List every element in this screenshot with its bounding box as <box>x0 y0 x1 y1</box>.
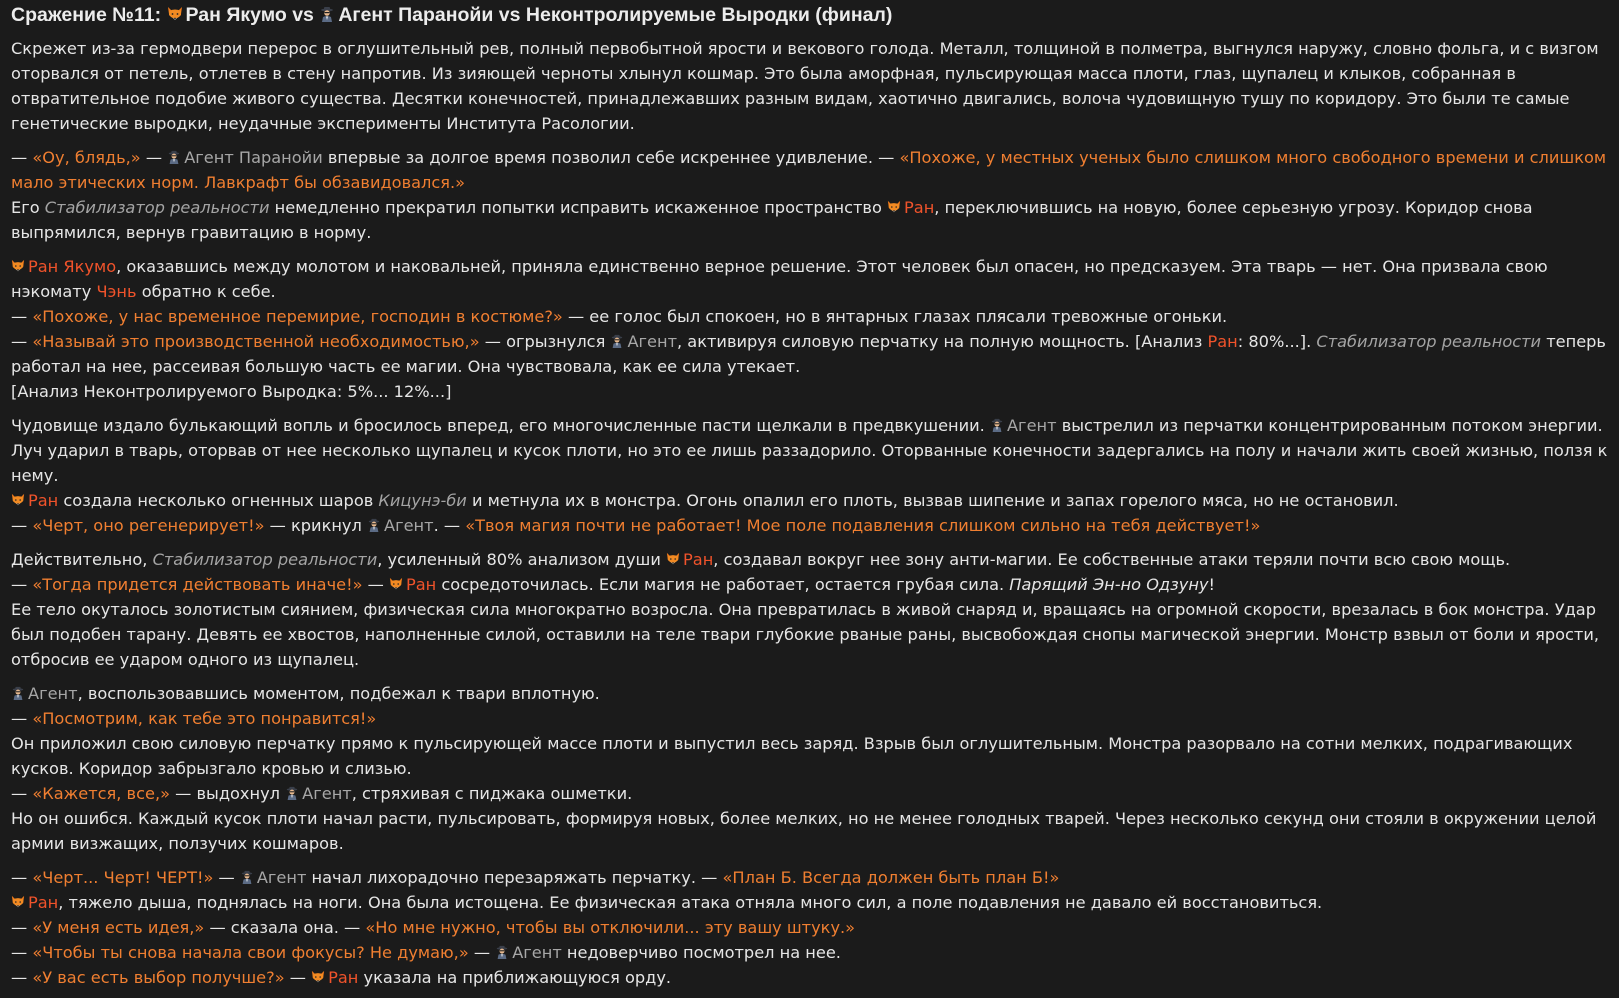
agent-name: Агент <box>256 868 307 887</box>
title-ran: Ран Якумо <box>185 4 287 26</box>
text: создала несколько огненных шаров <box>58 491 379 510</box>
text: и метнула их в монстра. Огонь опалил его плоть, вызвав шипение и запах горелого мяса, но не остановил. <box>466 491 1399 510</box>
text: выстрелил из перчатки концентрированным потоком энергии. Луч ударил в тварь, оторвав от нее несколько щупалец и кусок плоти, но это ее лишь раззадорило. Оторванные конечности задергались на полу и начали жить своей жизнью, ползя к нему. <box>11 416 1608 485</box>
dash: — <box>11 918 33 937</box>
ability-name: Стабилизатор реальности <box>152 550 378 569</box>
fox-icon <box>887 200 901 214</box>
dash: — <box>11 784 33 803</box>
fox-icon <box>11 493 25 507</box>
dialogue-line <box>11 329 1609 379</box>
dialogue-line <box>11 965 1609 990</box>
dialogue-line <box>11 865 1609 890</box>
text: — <box>140 148 168 167</box>
ran-name: Ран <box>28 491 59 510</box>
text: , оказавшись между молотом и наковальней, приняла единственно верное решение. Этот человек был опасен, но предсказуем. Эта тварь — нет. Она призвала свою нэкомату <box>11 257 1548 301</box>
title-rest: vs Неконтролируемые Выродки (финал) <box>493 4 893 26</box>
text: , стряхивая с пиджака ошметки. <box>351 784 633 803</box>
paragraph-6 <box>11 681 1609 856</box>
quote: «Чтобы ты снова начала свои фокусы? Не думаю,» <box>32 943 469 962</box>
dash: — <box>11 868 33 887</box>
agent-icon <box>495 945 509 959</box>
text: — крикнул <box>264 516 367 535</box>
text: — <box>362 575 389 594</box>
text: указала на приближающуюся орду. <box>358 968 672 987</box>
ran-name: Ран <box>1207 332 1238 351</box>
agent-icon <box>319 6 335 22</box>
text: , воспользовавшись моментом, подбежал к твари вплотную. <box>77 684 600 703</box>
fox-icon <box>11 895 25 909</box>
agent-icon <box>367 518 381 532</box>
fox-icon <box>167 6 183 22</box>
text: обратно к себе. <box>136 282 276 301</box>
text: немедленно прекратил попытки исправить искаженное пространство <box>269 198 888 217</box>
quote: «Посмотрим, как тебе это понравится!» <box>32 709 377 728</box>
narration-line <box>11 890 1609 915</box>
dash: — <box>11 148 33 167</box>
dialogue-line <box>11 304 1609 329</box>
agent-name: Агент <box>302 784 352 803</box>
ran-name: Ран Якумо <box>28 257 117 276</box>
quote: «План Б. Всегда должен быть план Б!» <box>722 868 1060 887</box>
ability-name: Парящий Эн-но Одзуну <box>1009 575 1209 594</box>
ability-name: Кицунэ-би <box>378 491 467 510</box>
quote: «Черт, оно регенерирует!» <box>32 516 265 535</box>
agent-icon <box>240 870 254 884</box>
narration-line: Он приложил свою силовую перчатку прямо к пульсирующей массе плоти и выпустил весь заряд. Взрыв был оглушительным. Монстра разорвало на сотни мелких, подрагивающих кусков. Коридор забрызгало кровью и слизью. <box>11 734 1573 778</box>
text: — огрызнулся <box>479 332 611 351</box>
text: Действительно, <box>11 550 153 569</box>
agent-name: Агент Паранойи <box>184 148 323 167</box>
narration-line <box>11 195 1609 245</box>
text: , создавал вокруг нее зону анти-магии. Ее собственные атаки теряли почти всю свою мощь. <box>713 550 1511 569</box>
text: — сказала она. — <box>204 918 366 937</box>
narration-line: Ее тело окуталось золотистым сиянием, физическая сила многократно возросла. Она превратилась в живой снаряд и, вращаясь на огромной скорости, врезалась в бок монстра. Удар был подобен тарану. Девять ее хвостов, наполненные силой, оставили на теле твари глубокие рваные раны, высвобождая снопы магической энергии. Монстр взвыл от боли и ярости, отбросив ее ударом одного из щупалец. <box>11 600 1600 669</box>
text: Его <box>11 198 45 217</box>
ran-name: Ран <box>904 198 935 217</box>
dialogue-line <box>11 145 1609 195</box>
paragraph-3 <box>11 254 1609 404</box>
narration-line <box>11 413 1609 488</box>
text: — ее голос был спокоен, но в янтарных глазах плясали тревожные огоньки. <box>562 307 1228 326</box>
narration-line <box>11 254 1609 304</box>
text: — <box>213 868 240 887</box>
quote: «У вас есть выбор получше?» <box>32 968 285 987</box>
text: теперь работал на нее, рассеивая большую часть ее магии. Она чувствовала, как ее сила утекает. <box>11 332 1606 376</box>
paragraph-2 <box>11 145 1609 245</box>
text: ! <box>1208 575 1215 594</box>
dialogue-line <box>11 915 1609 940</box>
text: : 80%...]. <box>1237 332 1317 351</box>
paragraph-1 <box>11 36 1609 136</box>
dash: — <box>11 943 33 962</box>
dialogue-line <box>11 940 1609 965</box>
text: , активируя силовую перчатку на полную мощность. [Анализ <box>677 332 1208 351</box>
text: . — <box>433 516 466 535</box>
text: — <box>284 968 312 987</box>
dialogue-line <box>11 572 1609 597</box>
quote: «Похоже, у нас временное перемирие, господин в костюме?» <box>32 307 563 326</box>
quote: «Но мне нужно, чтобы вы отключили... эту вашу штуку.» <box>365 918 856 937</box>
text: — выдохнул <box>170 784 286 803</box>
narration-line <box>11 488 1609 513</box>
text: впервые за долгое время позволил себе искреннее удивление. — <box>322 148 900 167</box>
narration-line <box>11 547 1609 572</box>
text: Чудовище издало булькающий вопль и бросилось вперед, его многочисленные пасти щелкали в предвкушении. <box>11 416 990 435</box>
paragraph-4 <box>11 413 1609 538</box>
agent-icon <box>11 686 25 700</box>
agent-icon <box>167 150 181 164</box>
text: , усиленный 80% анализом души <box>377 550 667 569</box>
story-title <box>11 2 1609 29</box>
dash: — <box>11 516 33 535</box>
agent-icon <box>285 786 299 800</box>
dialogue-line <box>11 513 1609 538</box>
quote: «Черт... Черт! ЧЕРТ!» <box>32 868 214 887</box>
dash: — <box>11 968 33 987</box>
ran-name: Ран <box>328 968 359 987</box>
quote: «Похоже, у местных ученых было слишком много свободного времени и слишком мало этических норм. Лавкрафт бы обзавидовался.» <box>11 148 1607 192</box>
ability-name: Стабилизатор реальности <box>1316 332 1542 351</box>
text: , переключившись на новую, более серьезную угрозу. Коридор снова выпрямился, вернув гравитацию в норму. <box>11 198 1533 242</box>
dash: — <box>11 332 33 351</box>
dialogue-line <box>11 781 1609 806</box>
agent-name: Агент <box>28 684 78 703</box>
dialogue-line <box>11 706 1609 731</box>
text: , тяжело дыша, поднялась на ноги. Она была истощена. Ее физическая атака отняла много сил, а поле подавления не давало ей восстановиться. <box>58 893 1323 912</box>
analysis-line: [Анализ Неконтролируемого Выродка: 5%... 12%...] <box>11 382 452 401</box>
dash: — <box>11 709 33 728</box>
dash: — <box>11 307 33 326</box>
quote: «Тогда придется действовать иначе!» <box>32 575 363 594</box>
ability-name: Стабилизатор реальности <box>44 198 270 217</box>
agent-name: Агент <box>1006 416 1057 435</box>
text: недоверчиво посмотрел на нее. <box>561 943 841 962</box>
fox-icon <box>389 577 403 591</box>
paragraph-text: Скрежет из-за гермодвери перерос в оглушительный рев, полный первобытной ярости и векового голода. Металл, толщиной в полметра, выгнулся наружу, словно фольга, и с визгом оторвался от петель, отлетев в стену напротив. Из зияющей черноты хлынул кошмар. Это была аморфная, пульсирующая масса плоти, глаз, щупалец и клыков, собранная в отвратительное подобие живого существа. Десятки конечностей, принадлежавших разным видам, хаотично двигались, волоча чудовищную тушу по коридору. Это были те самые генетические выродки, неудачные эксперименты Института Расологии. <box>11 39 1599 133</box>
quote: «У меня есть идея,» <box>32 918 205 937</box>
title-vs: vs <box>286 4 320 26</box>
fox-icon <box>666 552 680 566</box>
fox-icon <box>11 259 25 273</box>
quote: «Оу, блядь,» <box>32 148 141 167</box>
title-prefix: Сражение №11: <box>11 4 167 26</box>
chen-name: Чэнь <box>96 282 137 301</box>
text: начал лихорадочно перезаряжать перчатку. — <box>306 868 723 887</box>
ran-name: Ран <box>406 575 437 594</box>
quote: «Твоя магия почти не работает! Мое поле подавления слишком сильно на тебя действует!» <box>465 516 1261 535</box>
quote: «Называй это производственной необходимостью,» <box>32 332 480 351</box>
narration-line: Но он ошибся. Каждый кусок плоти начал расти, пульсировать, формируя новых, более мелких, но не менее голодных тварей. Через несколько секунд они стояли в окружении целой армии визжащих, ползучих кошмаров. <box>11 809 1597 853</box>
agent-icon <box>610 334 624 348</box>
text: — <box>468 943 496 962</box>
agent-name: Агент <box>384 516 434 535</box>
title-agent: Агент Паранойи <box>338 4 494 26</box>
fox-icon <box>311 970 325 984</box>
agent-name: Агент <box>627 332 678 351</box>
narration-line <box>11 681 1609 706</box>
agent-name: Агент <box>512 943 562 962</box>
agent-icon <box>990 418 1004 432</box>
quote: «Кажется, все,» <box>32 784 171 803</box>
paragraph-7 <box>11 865 1609 990</box>
ran-name: Ран <box>28 893 59 912</box>
paragraph-5 <box>11 547 1609 672</box>
ran-name: Ран <box>683 550 714 569</box>
dash: — <box>11 575 33 594</box>
text: сосредоточилась. Если магия не работает, остается грубая сила. <box>436 575 1010 594</box>
